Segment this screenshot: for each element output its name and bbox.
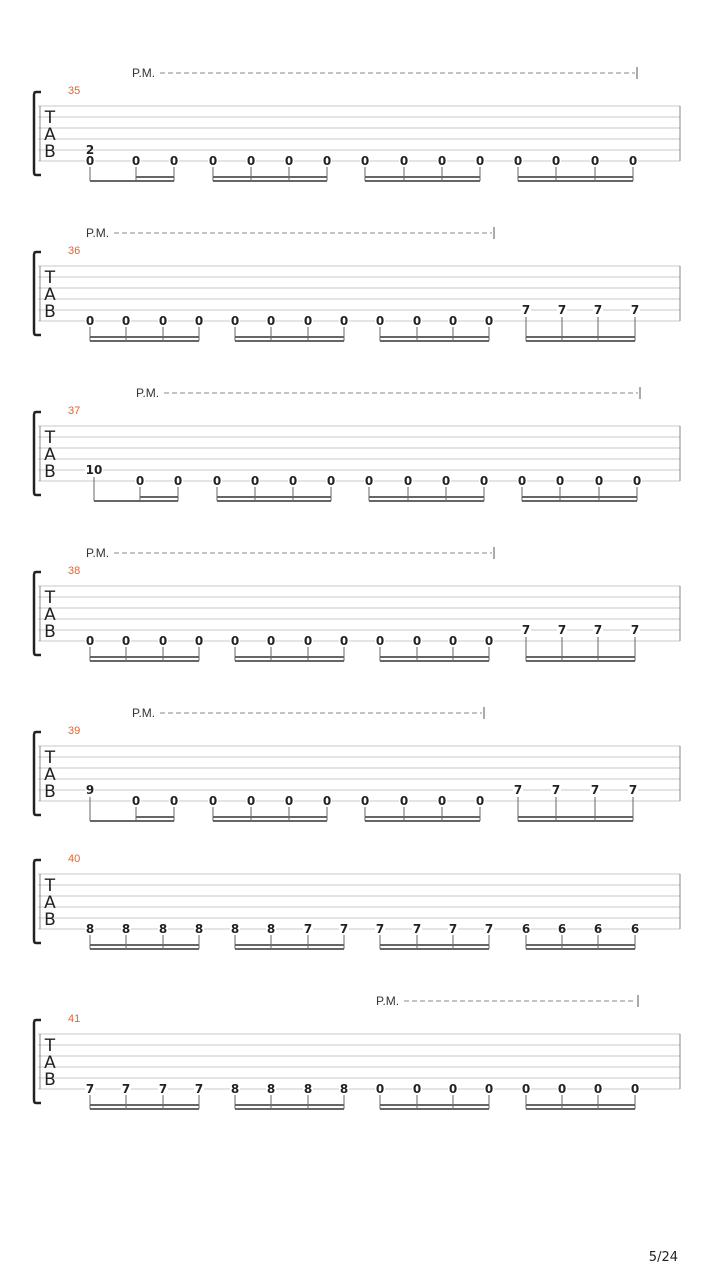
tab-clef-letter: A — [44, 445, 56, 465]
fret-number: 7 — [448, 922, 458, 936]
fret-number: 0 — [412, 1082, 422, 1096]
fret-number: 10 — [85, 463, 103, 477]
fret-number: 7 — [412, 922, 422, 936]
fret-number: 7 — [593, 623, 603, 637]
palm-mute-label: P.M. — [86, 546, 110, 560]
fret-number: 0 — [85, 314, 95, 328]
fret-number: 0 — [521, 1082, 531, 1096]
tab-clef-letter: B — [44, 910, 56, 930]
fret-number: 0 — [448, 1082, 458, 1096]
fret-number: 7 — [158, 1082, 168, 1096]
measure-number: 39 — [68, 725, 81, 737]
fret-number: 7 — [557, 623, 567, 637]
tab-clef-letter: B — [44, 622, 56, 642]
fret-number: 8 — [158, 922, 168, 936]
palm-mute-label: P.M. — [132, 66, 156, 80]
fret-number: 0 — [557, 1082, 567, 1096]
fret-number: 7 — [339, 922, 349, 936]
tab-clef-letter: A — [44, 1053, 56, 1073]
measure-number: 35 — [68, 85, 81, 97]
tab-clef-letter: A — [44, 893, 56, 913]
fret-number: 0 — [593, 1082, 603, 1096]
fret-number: 0 — [230, 634, 240, 648]
fret-number: 8 — [266, 1082, 276, 1096]
fret-number: 6 — [521, 922, 531, 936]
fret-number: 0 — [121, 634, 131, 648]
fret-number: 0 — [266, 314, 276, 328]
tab-clef-letter: B — [44, 782, 56, 802]
fret-number: 0 — [448, 314, 458, 328]
fret-number: 0 — [246, 154, 256, 168]
fret-number: 0 — [448, 634, 458, 648]
fret-number: 0 — [212, 474, 222, 488]
fret-number: 0 — [194, 634, 204, 648]
fret-number: 8 — [303, 1082, 313, 1096]
tab-clef-letter: T — [44, 588, 56, 608]
fret-number: 0 — [246, 794, 256, 808]
tab-clef-letter: T — [44, 428, 56, 448]
tab-clef-letter: A — [44, 765, 56, 785]
palm-mute-label: P.M. — [376, 994, 400, 1008]
tab-clef-letter: T — [44, 108, 56, 128]
fret-number: 0 — [230, 314, 240, 328]
fret-number: 0 — [403, 474, 413, 488]
fret-number: 7 — [593, 303, 603, 317]
fret-number: 0 — [399, 154, 409, 168]
fret-number: 7 — [303, 922, 313, 936]
fret-number: 7 — [513, 783, 523, 797]
fret-number: 0 — [513, 154, 523, 168]
fret-number: 0 — [339, 634, 349, 648]
tab-clef-letter: B — [44, 462, 56, 482]
tab-clef-letter: A — [44, 605, 56, 625]
fret-number: 0 — [322, 154, 332, 168]
fret-number: 6 — [630, 922, 640, 936]
fret-number: 0 — [322, 794, 332, 808]
fret-number: 0 — [375, 314, 385, 328]
tab-clef-letter: T — [44, 748, 56, 768]
fret-number: 0 — [517, 474, 527, 488]
fret-number: 0 — [208, 154, 218, 168]
fret-number: 0 — [121, 314, 131, 328]
tab-clef-letter: A — [44, 125, 56, 145]
fret-number: 8 — [121, 922, 131, 936]
fret-number: 0 — [85, 154, 95, 168]
fret-number: 0 — [303, 634, 313, 648]
fret-number: 0 — [399, 794, 409, 808]
tab-clef-letter: B — [44, 1070, 56, 1090]
fret-number: 8 — [194, 922, 204, 936]
palm-mute-label: P.M. — [132, 706, 156, 720]
fret-number: 0 — [364, 474, 374, 488]
fret-number: 7 — [484, 922, 494, 936]
tab-clef-letter: B — [44, 142, 56, 162]
fret-number: 0 — [303, 314, 313, 328]
fret-number: 7 — [521, 623, 531, 637]
fret-number: 0 — [412, 634, 422, 648]
fret-number: 7 — [375, 922, 385, 936]
palm-mute-label: P.M. — [136, 386, 160, 400]
fret-number: 0 — [441, 474, 451, 488]
page-number: 5/24 — [648, 1250, 678, 1265]
fret-number: 0 — [475, 794, 485, 808]
fret-number: 0 — [412, 314, 422, 328]
fret-number: 0 — [158, 314, 168, 328]
fret-number: 8 — [339, 1082, 349, 1096]
fret-number: 0 — [158, 634, 168, 648]
fret-number: 0 — [437, 794, 447, 808]
fret-number: 0 — [173, 474, 183, 488]
tab-clef-letter: T — [44, 268, 56, 288]
fret-number: 7 — [121, 1082, 131, 1096]
fret-number: 0 — [555, 474, 565, 488]
fret-number: 7 — [628, 783, 638, 797]
fret-number: 0 — [375, 1082, 385, 1096]
fret-number: 0 — [339, 314, 349, 328]
fret-number: 0 — [632, 474, 642, 488]
fret-number: 6 — [557, 922, 567, 936]
fret-number: 7 — [551, 783, 561, 797]
fret-number: 0 — [484, 634, 494, 648]
fret-number: 0 — [630, 1082, 640, 1096]
fret-number: 9 — [85, 783, 95, 797]
fret-number: 0 — [85, 634, 95, 648]
tab-clef-letter: A — [44, 285, 56, 305]
fret-number: 0 — [479, 474, 489, 488]
fret-number: 2 — [85, 143, 95, 157]
fret-number: 0 — [169, 794, 179, 808]
fret-number: 0 — [284, 794, 294, 808]
fret-number: 0 — [194, 314, 204, 328]
fret-number: 0 — [250, 474, 260, 488]
fret-number: 0 — [208, 794, 218, 808]
fret-number: 0 — [484, 1082, 494, 1096]
tab-clef-letter: B — [44, 302, 56, 322]
measure-number: 36 — [68, 245, 81, 257]
fret-number: 7 — [630, 303, 640, 317]
fret-number: 0 — [131, 154, 141, 168]
fret-number: 0 — [375, 634, 385, 648]
fret-number: 7 — [630, 623, 640, 637]
fret-number: 0 — [284, 154, 294, 168]
measure-number: 40 — [68, 853, 81, 865]
fret-number: 0 — [169, 154, 179, 168]
fret-number: 0 — [135, 474, 145, 488]
fret-number: 0 — [475, 154, 485, 168]
fret-number: 0 — [131, 794, 141, 808]
fret-number: 8 — [266, 922, 276, 936]
fret-number: 7 — [521, 303, 531, 317]
fret-number: 7 — [590, 783, 600, 797]
measure-number: 41 — [68, 1013, 81, 1025]
fret-number: 0 — [288, 474, 298, 488]
fret-number: 0 — [360, 794, 370, 808]
fret-number: 0 — [360, 154, 370, 168]
fret-number: 8 — [230, 922, 240, 936]
tab-clef-letter: T — [44, 876, 56, 896]
measure-number: 37 — [68, 405, 81, 417]
fret-number: 0 — [484, 314, 494, 328]
fret-number: 8 — [85, 922, 95, 936]
tab-clef-letter: T — [44, 1036, 56, 1056]
fret-number: 6 — [593, 922, 603, 936]
fret-number: 0 — [590, 154, 600, 168]
measure-number: 38 — [68, 565, 81, 577]
fret-number: 0 — [266, 634, 276, 648]
fret-number: 0 — [551, 154, 561, 168]
fret-number: 0 — [628, 154, 638, 168]
fret-number: 7 — [557, 303, 567, 317]
fret-number: 8 — [230, 1082, 240, 1096]
fret-number: 0 — [594, 474, 604, 488]
fret-number: 7 — [85, 1082, 95, 1096]
fret-number: 7 — [194, 1082, 204, 1096]
fret-number: 0 — [326, 474, 336, 488]
fret-number: 0 — [437, 154, 447, 168]
palm-mute-label: P.M. — [86, 226, 110, 240]
